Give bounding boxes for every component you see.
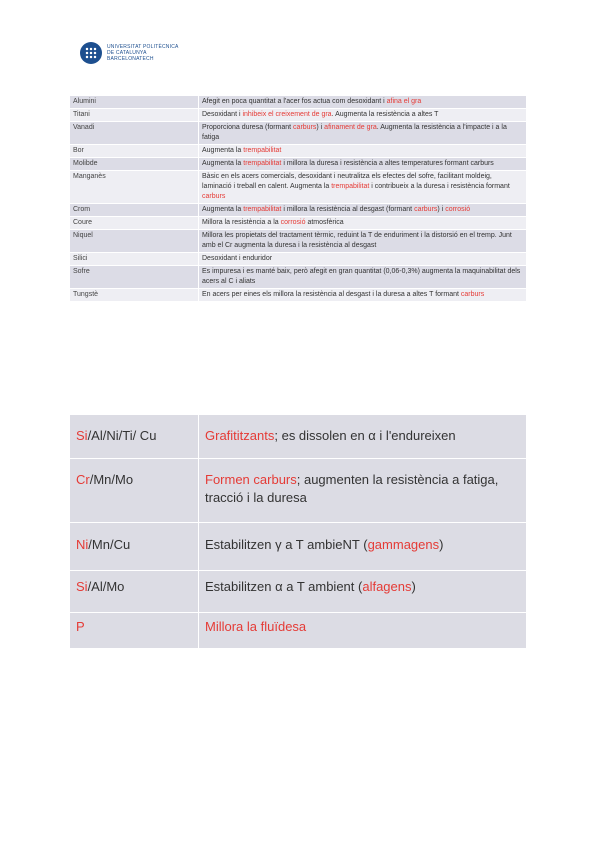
group-effect — [198, 523, 526, 571]
element-name: Alumini — [70, 96, 198, 109]
element-name: Crom — [70, 204, 198, 217]
element-name: Tungstè — [70, 289, 198, 302]
text-run: ) — [439, 537, 444, 552]
alloying-elements-table — [70, 96, 526, 302]
group-effect — [198, 613, 526, 649]
university-logo — [80, 42, 179, 64]
highlighted-text: carburs — [414, 206, 438, 213]
element-description — [198, 204, 526, 217]
highlighted-text: carburs — [202, 193, 226, 200]
highlighted-text: P — [76, 619, 85, 634]
group-elements — [70, 613, 198, 649]
group-effect — [198, 571, 526, 613]
text-run: i millora la resistència al desgast (formant — [281, 206, 415, 213]
table-row — [70, 266, 526, 289]
table-row — [70, 204, 526, 217]
text-run: Augmenta la — [202, 160, 244, 167]
logo-line-3: BARCELONATECH — [107, 56, 154, 62]
table-row — [70, 523, 526, 571]
text-run: Desoxidant i enduridor — [202, 255, 273, 262]
highlighted-text: Millora la fluïdesa — [205, 619, 307, 634]
table-row — [70, 253, 526, 266]
element-name: Manganès — [70, 171, 198, 204]
table-row — [70, 109, 526, 122]
highlighted-text: Si — [76, 579, 88, 594]
text-run: Millora la resistència a la — [202, 219, 281, 226]
element-name: Niquel — [70, 230, 198, 253]
element-name: Silici — [70, 253, 198, 266]
element-description — [198, 217, 526, 230]
table-row — [70, 459, 526, 523]
table-row — [70, 171, 526, 204]
text-run: Millora les propietats del tractament tèrmic, reduint la T de enduriment i la distorsió en el tremp. Junt amb el Cr augmenta la duresa i la resistència al desgast — [202, 232, 512, 249]
highlighted-text: trempabilitat — [243, 147, 282, 154]
text-run: Proporciona duresa (formant — [202, 124, 294, 131]
text-run: ) — [411, 579, 416, 594]
highlighted-text: inhibeix el creixement de gra — [242, 111, 332, 118]
element-name: Sofre — [70, 266, 198, 289]
element-name: Coure — [70, 217, 198, 230]
highlighted-text: Cr — [76, 472, 90, 487]
text-run: /Al/Mo — [87, 579, 125, 594]
text-run: . Augmenta la resistència a altes T — [331, 111, 439, 118]
element-description — [198, 109, 526, 122]
table-row — [70, 145, 526, 158]
element-description — [198, 266, 526, 289]
group-effect — [198, 459, 526, 523]
table-row — [70, 613, 526, 649]
table-row — [70, 289, 526, 302]
highlighted-text: gammagens — [367, 537, 440, 552]
element-name: Molibde — [70, 158, 198, 171]
text-run: /Al/Ni/Ti/ Cu — [87, 428, 157, 443]
highlighted-text: Formen carburs — [205, 472, 297, 487]
text-run: Afegit en poca quantitat a l'acer fos actua com desoxidant i — [202, 98, 387, 105]
highlighted-text: alfagens — [362, 579, 412, 594]
element-description — [198, 171, 526, 204]
element-name: Vanadi — [70, 122, 198, 145]
text-run: /Mn/Mo — [89, 472, 134, 487]
text-run: i contribueix a la duresa i resistència formant — [369, 183, 510, 190]
group-elements — [70, 523, 198, 571]
element-description — [198, 96, 526, 109]
group-elements — [70, 415, 198, 459]
group-effect — [198, 415, 526, 459]
text-run: Estabilitzen γ a T ambieNT ( — [205, 537, 368, 552]
highlighted-text: afina el gra — [386, 98, 422, 105]
table-row — [70, 96, 526, 109]
text-run: i millora la duresa i resistència a altes temperatures formant carburs — [281, 160, 494, 167]
text-run: /Mn/Cu — [88, 537, 131, 552]
logo-text — [107, 44, 179, 62]
element-name: Titani — [70, 109, 198, 122]
highlighted-text: Grafititzants — [205, 428, 275, 443]
element-description — [198, 145, 526, 158]
highlighted-text: trempabilitat — [331, 183, 370, 190]
table-row — [70, 571, 526, 613]
text-run: Desoxidant i — [202, 111, 243, 118]
text-run: ; augmenten la resistència a fatiga, tracció i la duresa — [205, 472, 499, 505]
group-elements — [70, 459, 198, 523]
element-groups-table — [70, 415, 526, 649]
group-elements — [70, 571, 198, 613]
table-row — [70, 158, 526, 171]
element-description — [198, 289, 526, 302]
element-description — [198, 230, 526, 253]
text-run: ) i — [316, 124, 325, 131]
text-run: ; es dissolen en α i l'endureixen — [274, 428, 456, 443]
highlighted-text: carburs — [293, 124, 317, 131]
logo-line-1: UNIVERSITAT POLITÈCNICA — [107, 44, 179, 50]
highlighted-text: afinament de gra — [324, 124, 377, 131]
highlighted-text: Ni — [76, 537, 89, 552]
element-description — [198, 158, 526, 171]
element-description — [198, 253, 526, 266]
text-run: Augmenta la — [202, 206, 244, 213]
logo-line-2: DE CATALUNYA — [107, 50, 147, 56]
highlighted-text: carburs — [460, 291, 485, 298]
text-run: ) i — [437, 206, 446, 213]
element-name: Bor — [70, 145, 198, 158]
highlighted-text: Si — [76, 428, 88, 443]
text-run: Es impuresa i es manté baix, però afegit en gran quantitat (0,06-0,3%) augmenta la maquinabilitat dels acers al C i aliats — [202, 268, 521, 285]
text-run: atmosfèrica — [305, 219, 344, 226]
text-run: . Augmenta la resistència a l'impacte i a la fatiga — [202, 124, 507, 141]
table-row — [70, 122, 526, 145]
text-run: Estabilitzen α a T ambient ( — [205, 579, 363, 594]
table-row — [70, 217, 526, 230]
highlighted-text: trempabilitat — [243, 206, 282, 213]
text-run: Bàsic en els acers comercials, desoxidant i neutralitza els efectes del sofre, facilitant moldeig, laminació i treball en calent. Augmenta la — [202, 173, 492, 190]
table-row — [70, 415, 526, 459]
element-description — [198, 122, 526, 145]
highlighted-text: trempabilitat — [243, 160, 282, 167]
highlighted-text: corrosió — [445, 206, 471, 213]
table-row — [70, 230, 526, 253]
text-run: En acers per eines els millora la resistència al desgast i la duresa a altes T formant — [202, 291, 461, 298]
upc-logo-icon — [80, 42, 102, 64]
highlighted-text: corrosió — [280, 219, 306, 226]
text-run: Augmenta la — [202, 147, 244, 154]
